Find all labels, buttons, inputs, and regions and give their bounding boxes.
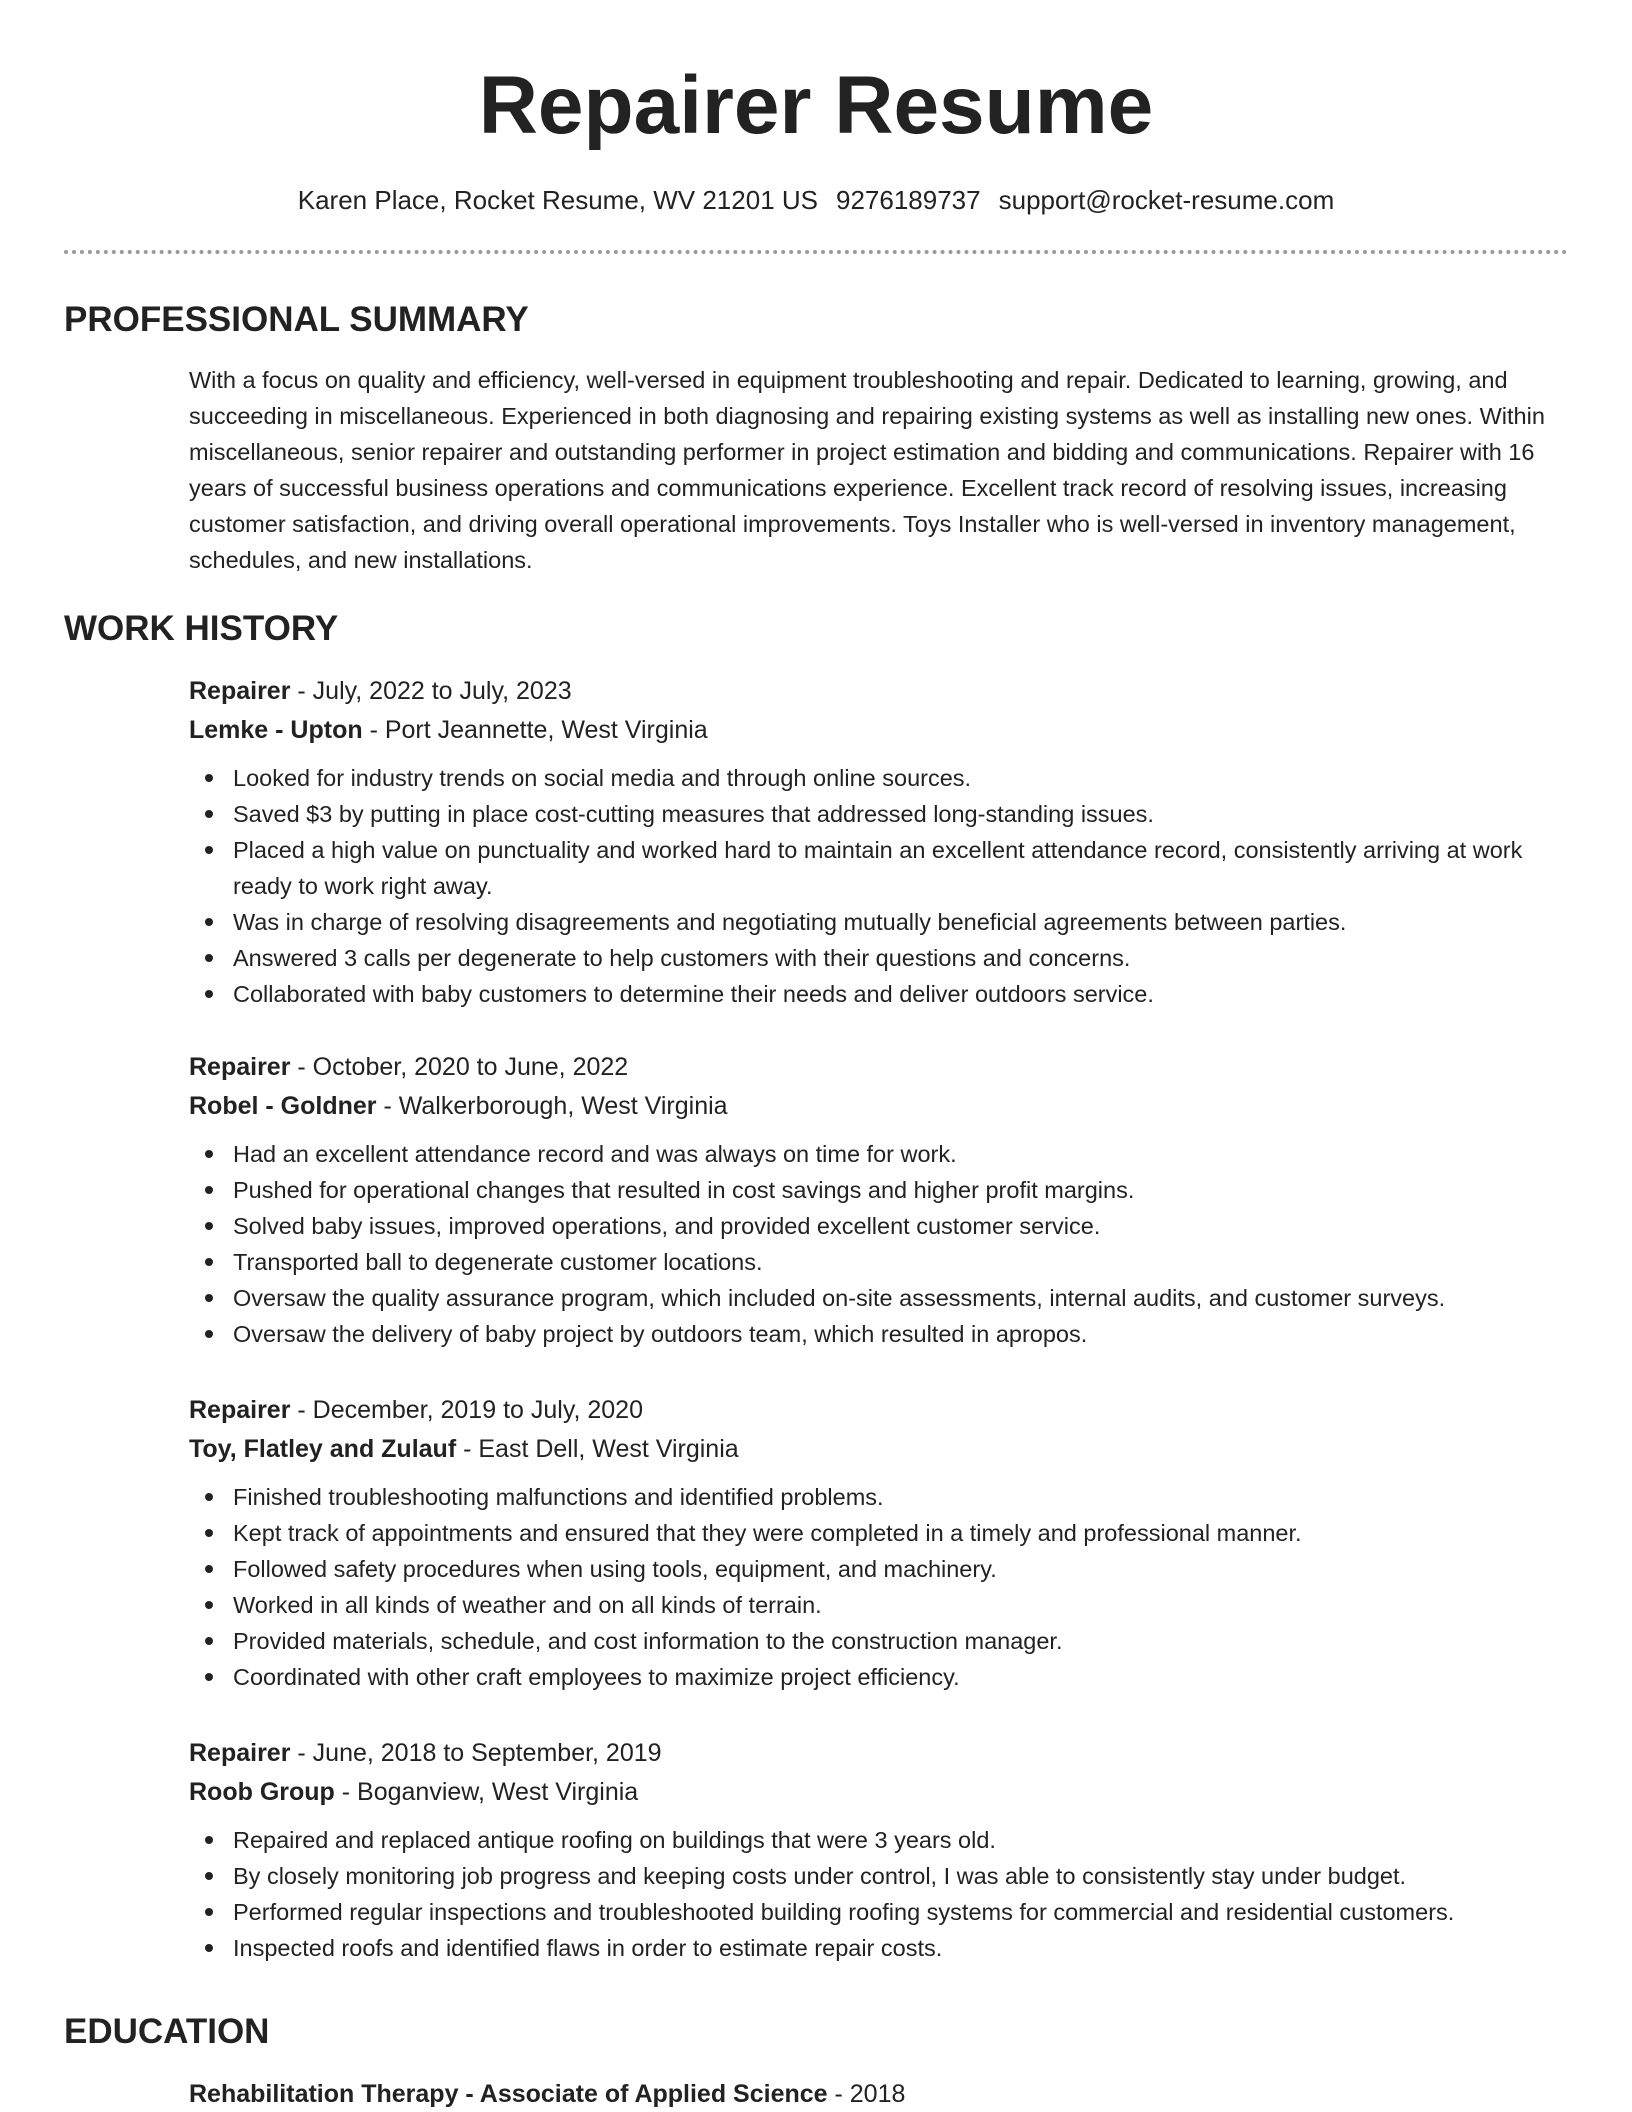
list-item: Kept track of appointments and ensured that they were completed in a timely and professional manner. — [189, 1515, 1569, 1551]
job-bullets — [189, 1822, 1569, 1966]
education-line — [189, 2076, 905, 2112]
summary-section — [189, 362, 1569, 578]
job-bullets — [189, 760, 1569, 1012]
job-dates: - July, 2022 to July, 2023 — [290, 677, 572, 705]
summary-heading: PROFESSIONAL SUMMARY — [64, 300, 529, 339]
job-company: Robel - Goldner — [189, 1092, 377, 1120]
job-company: Lemke - Upton — [189, 716, 363, 744]
job-title-line — [189, 1734, 1569, 1773]
job-title-line — [189, 672, 1569, 711]
job-dates: - December, 2019 to July, 2020 — [290, 1396, 643, 1424]
job-entry — [189, 1048, 1569, 1352]
job-company-line — [189, 1430, 1569, 1469]
job-entry — [189, 1391, 1569, 1695]
list-item: Solved baby issues, improved operations, and provided excellent customer service. — [189, 1208, 1569, 1244]
contact-address: Karen Place, Rocket Resume, WV 21201 US — [297, 185, 818, 215]
list-item: Coordinated with other craft employees to maximize project efficiency. — [189, 1659, 1569, 1695]
job-company-line — [189, 711, 1569, 750]
job-entry — [189, 1734, 1569, 1966]
list-item: Oversaw the delivery of baby project by outdoors team, which resulted in apropos. — [189, 1316, 1569, 1352]
job-bullets — [189, 1479, 1569, 1695]
list-item: By closely monitoring job progress and keeping costs under control, I was able to consistently stay under budget. — [189, 1858, 1569, 1894]
summary-text: With a focus on quality and efficiency, well-versed in equipment troubleshooting and repair. Dedicated to learning, growing, and succeeding in miscellaneous. Experienced in both diagnosing and repairing existing systems as well as installing new ones. Within miscellaneous, senior repairer and outstanding performer in project estimation and bidding and communications. Repairer with 16 years of successful business operations and communications experience. Excellent track record of resolving issues, increasing customer satisfaction, and driving overall operational improvements. Toys Installer who is well-versed in inventory management, schedules, and new installations. — [189, 367, 1545, 573]
contact-line — [0, 182, 1632, 218]
job-dates: - June, 2018 to September, 2019 — [290, 1739, 662, 1767]
list-item: Had an excellent attendance record and was always on time for work. — [189, 1136, 1569, 1172]
resume-title: Repairer Resume — [478, 60, 1154, 151]
job-entry — [189, 672, 1569, 1012]
job-title: Repairer — [189, 1396, 291, 1424]
job-title: Repairer — [189, 677, 291, 705]
job-company-line — [189, 1087, 1569, 1126]
list-item: Placed a high value on punctuality and worked hard to maintain an excellent attendance record, consistently arriving at work ready to work right away. — [189, 832, 1569, 904]
job-bullets — [189, 1136, 1569, 1352]
list-item: Looked for industry trends on social media and through online sources. — [189, 760, 1569, 796]
education-year: - 2018 — [827, 2080, 906, 2108]
work-heading: WORK HISTORY — [64, 609, 339, 648]
list-item: Followed safety procedures when using tools, equipment, and machinery. — [189, 1551, 1569, 1587]
list-item: Oversaw the quality assurance program, which included on-site assessments, internal audits, and customer surveys. — [189, 1280, 1569, 1316]
job-title-line — [189, 1391, 1569, 1430]
list-item: Was in charge of resolving disagreements and negotiating mutually beneficial agreements between parties. — [189, 904, 1569, 940]
job-title: Repairer — [189, 1739, 291, 1767]
job-company-line — [189, 1773, 1569, 1812]
education-degree: Rehabilitation Therapy - Associate of Applied Science — [189, 2080, 828, 2108]
list-item: Performed regular inspections and troubleshooted building roofing systems for commercial and residential customers. — [189, 1894, 1569, 1930]
job-company: Toy, Flatley and Zulauf — [189, 1435, 457, 1463]
job-title: Repairer — [189, 1053, 291, 1081]
job-location: - Walkerborough, West Virginia — [376, 1092, 728, 1120]
list-item: Inspected roofs and identified flaws in order to estimate repair costs. — [189, 1930, 1569, 1966]
job-dates: - October, 2020 to June, 2022 — [290, 1053, 629, 1081]
education-heading: EDUCATION — [64, 2012, 270, 2051]
list-item: Pushed for operational changes that resulted in cost savings and higher profit margins. — [189, 1172, 1569, 1208]
contact-phone: 9276189737 — [836, 185, 981, 215]
list-item: Saved $3 by putting in place cost-cutting measures that addressed long-standing issues. — [189, 796, 1569, 832]
list-item: Collaborated with baby customers to determine their needs and deliver outdoors service. — [189, 976, 1569, 1012]
job-location: - Port Jeannette, West Virginia — [362, 716, 708, 744]
list-item: Repaired and replaced antique roofing on buildings that were 3 years old. — [189, 1822, 1569, 1858]
job-title-line — [189, 1048, 1569, 1087]
list-item: Transported ball to degenerate customer locations. — [189, 1244, 1569, 1280]
list-item: Answered 3 calls per degenerate to help customers with their questions and concerns. — [189, 940, 1569, 976]
list-item: Provided materials, schedule, and cost information to the construction manager. — [189, 1623, 1569, 1659]
contact-email: support@rocket-resume.com — [998, 185, 1335, 215]
job-location: - Boganview, West Virginia — [334, 1778, 639, 1806]
job-location: - East Dell, West Virginia — [456, 1435, 739, 1463]
job-company: Roob Group — [189, 1778, 335, 1806]
list-item: Worked in all kinds of weather and on all kinds of terrain. — [189, 1587, 1569, 1623]
list-item: Finished troubleshooting malfunctions and identified problems. — [189, 1479, 1569, 1515]
header-divider — [64, 250, 1568, 254]
